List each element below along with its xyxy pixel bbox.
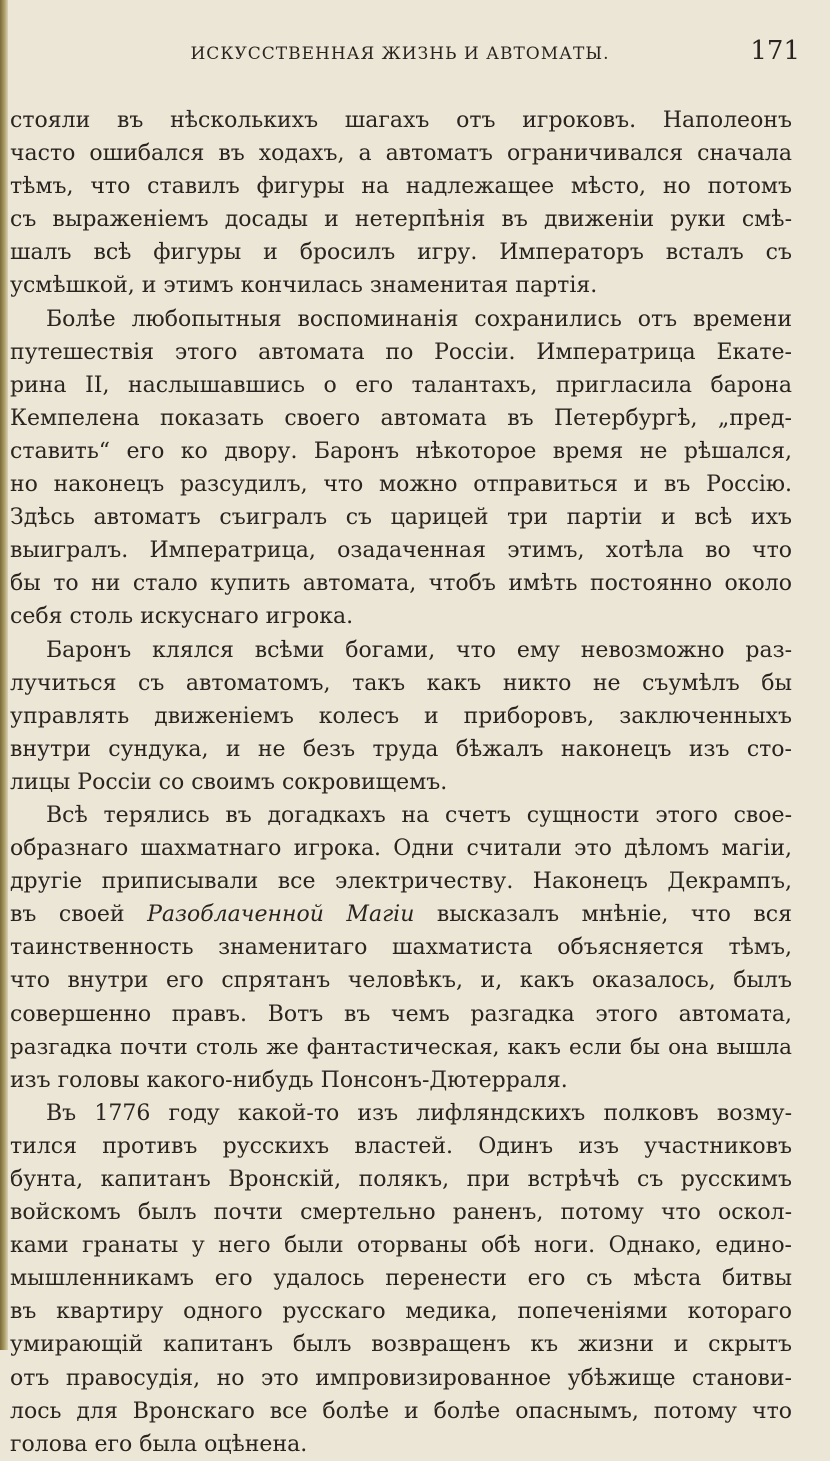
text-line: войскомъ былъ почти смертельно раненъ, потому что оскол- [10,1200,792,1226]
text-line: себя столь искуснаго игрока. [10,604,354,630]
text-line: таинственность знаменитаго шахматиста объясняется тѣмъ, [10,935,792,961]
text-line: бунта, капитанъ Вронскій, полякъ, при встрѣчѣ съ русскимъ [10,1167,792,1192]
text-line: образнаго шахматнаго игрока. Одни считали это дѣломъ магіи, [10,836,792,862]
text-line: совершенно правъ. Вотъ въ чемъ разгадка этого автомата, [10,1001,792,1027]
text-line: въ квартиру одного русскаго медика, попеченіями котораго [10,1299,792,1325]
text-line: шалъ всѣ фигуры и бросилъ игру. Императоръ всталъ съ [10,240,792,266]
italic-book-title: Разоблаченной Магіи [147,902,415,928]
text-line: лучиться съ автоматомъ, такъ какъ никто не съумѣлъ бы [10,670,792,696]
text-line: Баронъ клялся всѣми богами, что ему невозможно раз- [46,637,792,663]
text-line: ставить“ его ко двору. Баронъ нѣкоторое время не рѣшался, [10,438,792,464]
text-line: изъ головы какого-нибудь Понсонъ-Дютерраля. [10,1067,568,1093]
text-line: лицы Россіи со своимъ сокровищемъ. [10,769,448,795]
text-line: Всѣ терялись въ догадкахъ на счетъ сущности этого свое- [46,802,792,828]
text-line: Болѣе любопытныя воспоминанія сохранились отъ времени [46,306,792,332]
text-line: Кемпелена показать своего автомата въ Петербургѣ, „пред- [10,405,792,431]
text-line: управлять движеніемъ колесъ и приборовъ, заключенныхъ [10,703,792,729]
text-line: съ выраженіемъ досады и нетерпѣнія въ движеніи руки смѣ- [10,207,792,233]
text-line: тѣмъ, что ставилъ фигуры на надлежащее мѣсто, но потомъ [10,174,792,200]
text-line: что внутри его спрятанъ человѣкъ, и, какъ оказалось, былъ [10,968,792,994]
text-line: лось для Вронскаго все болѣе и болѣе опаснымъ, потому что [10,1398,792,1424]
text-line-with-italic [10,898,792,931]
text-line: Здѣсь автоматъ съигралъ съ царицей три партіи и всѣ ихъ [10,505,792,531]
text-line: выигралъ. Императрица, озадаченная этимъ, хотѣла во что [10,538,792,564]
body-text [10,104,792,1461]
text-line: тился противъ русскихъ властей. Одинъ изъ участниковъ [10,1133,792,1159]
text-line: разгадка почти столь же фантастическая, какъ если бы она вышла [10,1034,792,1060]
text-line: ками гранаты у него были оторваны обѣ ноги. Однако, едино- [10,1233,792,1259]
text-line: часто ошибался въ ходахъ, а автоматъ ограничивался сначала [10,141,792,167]
text-line: путешествія этого автомата по Россіи. Императрица Екате- [10,339,792,365]
running-title: ИСКУССТВЕННАЯ ЖИЗНЬ И АВТОМАТЫ. [190,44,610,64]
text-line: мышленникамъ его удалось перенести его съ мѣста битвы [10,1266,792,1292]
text-line: умирающій капитанъ былъ возвращенъ къ жизни и скрытъ [10,1332,792,1358]
text-line: рина II, наслышавшись о его талантахъ, пригласила барона [10,372,792,398]
text-line: другіе приписывали все электричеству. Наконецъ Декрампъ, [10,869,792,895]
page-number: 171 [750,36,800,66]
page-binding-edge [0,0,8,1350]
text-line: усмѣшкой, и этимъ кончилась знаменитая партія. [10,273,598,299]
text-segment: высказалъ мнѣніе, что вся [414,902,792,928]
text-line: отъ правосудія, но это импровизированное убѣжище станови- [10,1365,792,1391]
text-line: но наконецъ разсудилъ, что можно отправиться и въ Россію. [10,472,792,498]
text-line: стояли въ нѣсколькихъ шагахъ отъ игроковъ. Наполеонъ [10,108,792,133]
text-line: бы то ни стало купить автомата, чтобъ имѣть постоянно около [10,571,792,597]
text-segment: въ своей [10,902,148,928]
text-line: внутри сундука, и не безъ труда бѣжалъ наконецъ изъ сто- [10,736,792,762]
text-line: Въ 1776 году какой-то изъ лифляндскихъ полковъ возму- [46,1100,792,1126]
text-line: голова его была оцѣнена. [10,1431,308,1457]
page-header [0,36,800,76]
